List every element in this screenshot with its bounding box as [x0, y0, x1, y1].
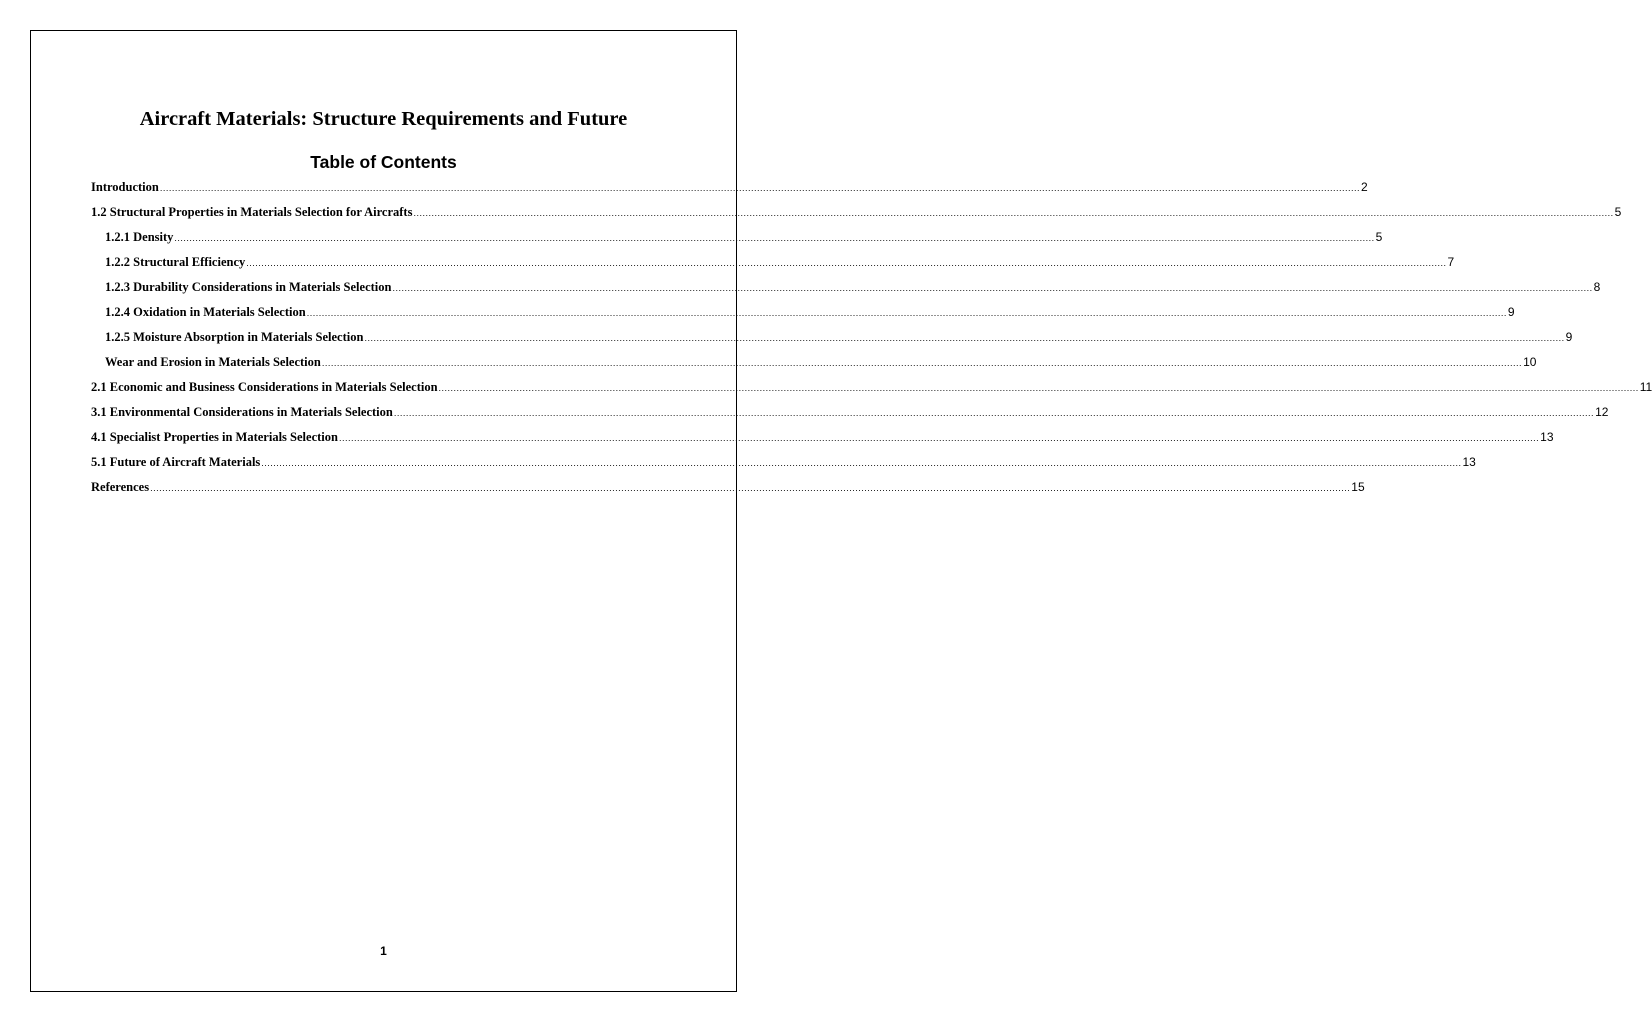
toc-dot-leader: ................................................................................................................................................................................................................................................................................................................................................................................................................	[321, 358, 1523, 368]
toc-entry-title: Wear and Erosion in Materials Selection	[105, 355, 321, 369]
toc-entry[interactable]	[91, 379, 1652, 404]
page-number: 1	[380, 944, 387, 958]
toc-dot-leader: ................................................................................................................................................................................................................................................................................................................................................................................................................	[392, 283, 1593, 293]
toc-entry-title: 1.2.4 Oxidation in Materials Selection	[105, 305, 306, 319]
toc-entry[interactable]	[91, 229, 1383, 254]
toc-entry-title: 3.1 Environmental Considerations in Materials Selection	[91, 405, 393, 419]
toc-entry-page-number: 9	[1507, 305, 1515, 319]
toc-entry-title: References	[91, 480, 150, 494]
toc-entry[interactable]	[91, 329, 1573, 354]
toc-dot-leader: ................................................................................................................................................................................................................................................................................................................................................................................................................	[438, 383, 1639, 393]
toc-entry[interactable]	[91, 429, 1554, 454]
toc-dot-leader: ................................................................................................................................................................................................................................................................................................................................................................................................................	[261, 458, 1462, 468]
toc-entry-page-number: 11	[1639, 380, 1652, 394]
toc-entry-title: 1.2 Structural Properties in Materials Selection for Aircrafts	[91, 205, 413, 219]
toc-entry-page-number: 5	[1375, 230, 1383, 244]
toc-entry-title: Introduction	[91, 180, 159, 194]
toc-entry-page-number: 15	[1351, 480, 1365, 494]
toc-entry-title: 1.2.3 Durability Considerations in Materials Selection	[105, 280, 392, 294]
toc-entry[interactable]	[91, 354, 1537, 379]
toc-dot-leader: ................................................................................................................................................................................................................................................................................................................................................................................................................	[338, 433, 1540, 443]
toc-dot-leader: ................................................................................................................................................................................................................................................................................................................................................................................................................	[150, 483, 1351, 493]
toc-entry[interactable]	[91, 404, 1609, 429]
toc-entry[interactable]	[91, 304, 1515, 329]
toc-entry-title: 1.2.1 Density	[105, 230, 174, 244]
toc-entry-page-number: 10	[1523, 355, 1537, 369]
toc-entry[interactable]	[91, 479, 1365, 504]
toc-entry-page-number: 13	[1540, 430, 1554, 444]
toc-entry-page-number: 5	[1614, 205, 1622, 219]
toc-entry-page-number: 12	[1595, 405, 1609, 419]
toc-entry[interactable]	[91, 254, 1455, 279]
toc-heading: Table of Contents	[310, 152, 457, 172]
toc-entry[interactable]	[91, 179, 1368, 204]
toc-entry-page-number: 9	[1565, 330, 1573, 344]
toc-entry[interactable]	[91, 204, 1622, 229]
toc-entry-page-number: 13	[1462, 455, 1476, 469]
table-of-contents	[91, 179, 1652, 504]
toc-entry-title: 1.2.2 Structural Efficiency	[105, 255, 246, 269]
toc-dot-leader: ................................................................................................................................................................................................................................................................................................................................................................................................................	[246, 258, 1447, 268]
toc-entry[interactable]	[91, 279, 1601, 304]
toc-dot-leader: ................................................................................................................................................................................................................................................................................................................................................................................................................	[364, 333, 1565, 343]
toc-dot-leader: ................................................................................................................................................................................................................................................................................................................................................................................................................	[306, 308, 1507, 318]
toc-entry-title: 2.1 Economic and Business Considerations in Materials Selection	[91, 380, 438, 394]
toc-entry-title: 5.1 Future of Aircraft Materials	[91, 455, 261, 469]
toc-entry-page-number: 8	[1593, 280, 1601, 294]
toc-dot-leader: ................................................................................................................................................................................................................................................................................................................................................................................................................	[174, 233, 1375, 243]
toc-entry-title: 4.1 Specialist Properties in Materials Selection	[91, 430, 338, 444]
toc-entry-page-number: 7	[1447, 255, 1455, 269]
document-page	[30, 30, 1652, 992]
toc-dot-leader: ................................................................................................................................................................................................................................................................................................................................................................................................................	[413, 208, 1614, 218]
toc-dot-leader: ................................................................................................................................................................................................................................................................................................................................................................................................................	[159, 183, 1361, 193]
toc-entry[interactable]	[91, 454, 1476, 479]
toc-entry-page-number: 2	[1361, 180, 1368, 194]
document-title: Aircraft Materials: Structure Requirements and Future	[139, 108, 628, 130]
toc-entry-title: 1.2.5 Moisture Absorption in Materials Selection	[105, 330, 364, 344]
toc-dot-leader: ................................................................................................................................................................................................................................................................................................................................................................................................................	[393, 408, 1595, 418]
